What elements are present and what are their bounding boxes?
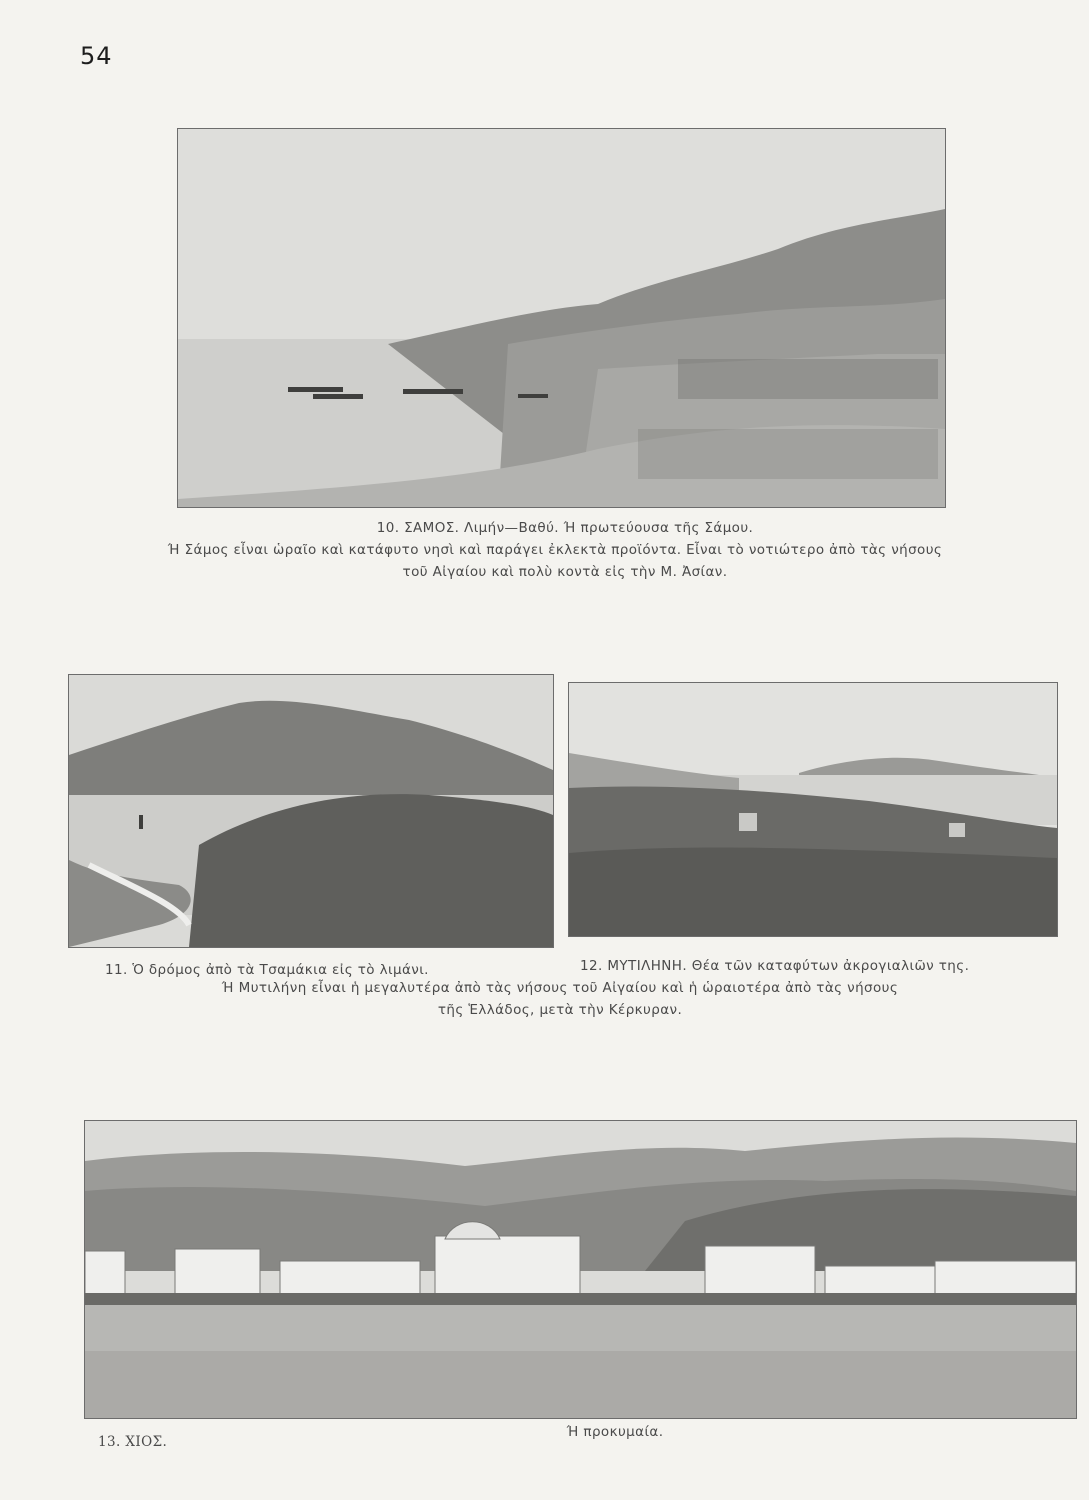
mytilene-caption-line1: Ή Μυτιλήνη εἶναι ἡ μεγαλυτέρα ἀπὸ τὰς νήσους τοῦ Αἰγαίου καὶ ἡ ὡραιοτέρα ἀπὸ τὰς νήσους: [221, 980, 899, 996]
chios-caption-center: Ή προκυμαία.: [566, 1424, 664, 1440]
page-number: 54: [80, 42, 113, 70]
mytilene-coast-photo: [568, 682, 1058, 937]
tsamakia-caption-title: 11. Ὁ δρόμος ἀπὸ τὰ Τσαμάκια εἰς τὸ λιμάνι.: [105, 962, 429, 978]
samos-caption-title: 10. ΣΑΜΟΣ. Λιμήν—Βαθύ. Ή πρωτεύουσα τῆς Σάμου.: [376, 520, 754, 536]
chios-caption-left: 13. ΧΙΟΣ.: [98, 1434, 168, 1450]
samos-harbor-photo: [177, 128, 946, 508]
mytilene-caption-title: 12. ΜΥΤΙΛΗΝΗ. Θέα τῶν καταφύτων ἀκρογιαλιῶν της.: [580, 958, 970, 974]
mytilene-caption-line2: τῆς Ἑλλάδος, μετὰ τὴν Κέρκυραν.: [437, 1002, 683, 1018]
tsamakia-road-photo: [68, 674, 554, 948]
samos-caption-line1: Ή Σάμος εἶναι ὡραῖο καὶ κατάφυτο νησὶ καὶ παράγει ἐκλεκτὰ προϊόντα. Εἶναι τὸ νοτιώτερο ἀπὸ τὰς νήσους: [167, 542, 943, 558]
samos-caption-line2: τοῦ Αἰγαίου καὶ πολὺ κοντὰ εἰς τὴν Μ. Ἀσίαν.: [402, 564, 728, 580]
chios-quay-photo: [84, 1120, 1077, 1419]
